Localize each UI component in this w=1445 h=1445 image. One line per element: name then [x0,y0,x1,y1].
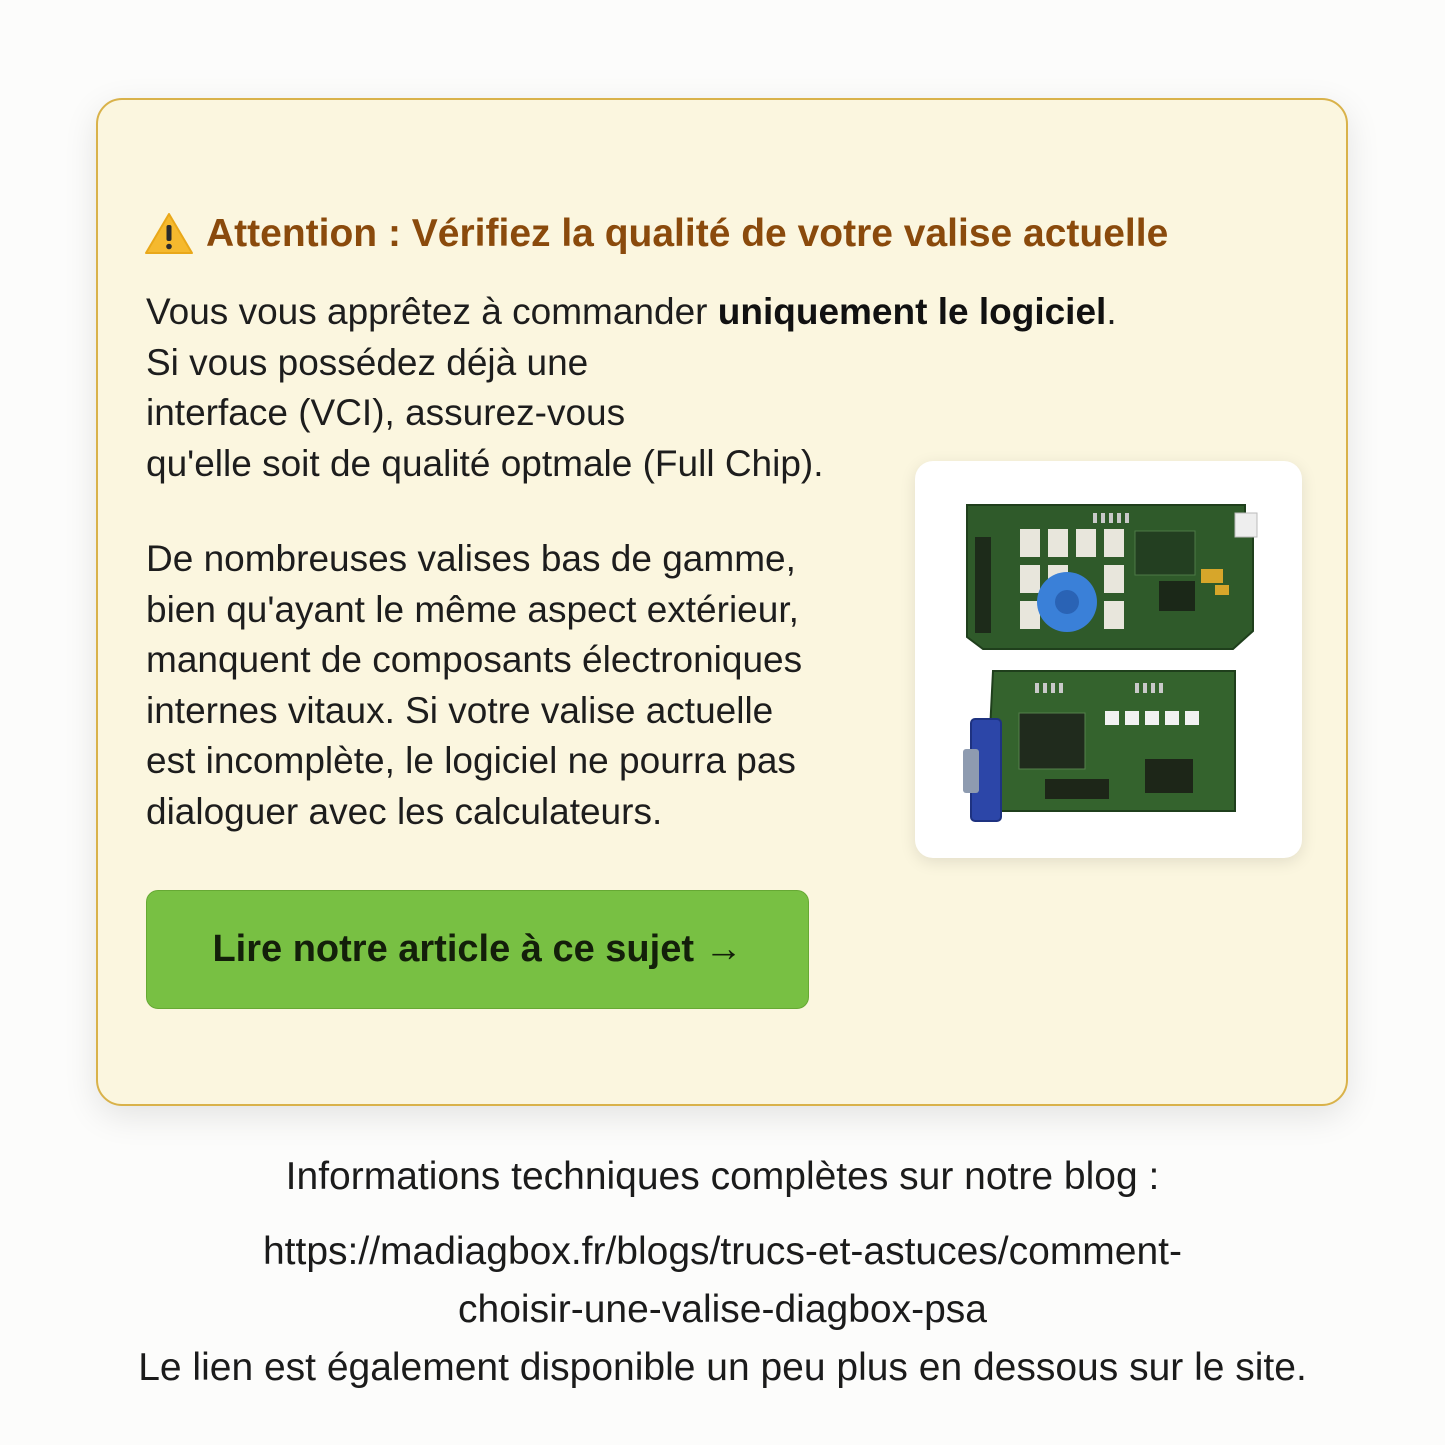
details-line: dialoguer avec les calculateurs. [146,790,663,832]
details-line: De nombreuses valises bas de gamme, [146,538,796,579]
intro-line-1: Vous vous apprêtez à commander uniquement le logiciel. [146,291,1117,332]
pcb-illustration [915,461,1302,858]
warning-title [144,212,1168,256]
footer-intro: Informations techniques complètes sur notre blog : [285,1155,1160,1198]
blog-url-line-2: choisir-une-valise-diagbox-psa [458,1288,987,1331]
read-article-button[interactable]: Lire notre article à ce sujet → [146,890,809,1009]
blog-url-line-1: https://madiagbox.fr/blogs/trucs-et-astuces/comment- [262,1230,1183,1273]
footer-note: Le lien est également disponible un peu plus en dessous sur le site. [138,1346,1307,1389]
details-line: bien qu'ayant le même aspect extérieur, [146,588,799,630]
details-line: internes vitaux. Si votre valise actuelle [146,689,774,731]
warning-title-text: Attention : Vérifiez la qualité de votre valise actuelle [206,212,1169,255]
software-only-emphasis: uniquement le logiciel [717,291,1107,332]
intro-paragraph [146,287,1117,489]
intro-line-3: interface (VCI), assurez-vous [146,392,626,433]
warning-icon [144,212,194,256]
details-line: est incomplète, le logiciel ne pourra pas [146,740,796,781]
intro-line-2: Si vous possédez déjà une [146,341,589,383]
details-paragraph [146,534,802,837]
intro-line-4: qu'elle soit de qualité optmale (Full Chip). [146,442,824,484]
details-line: manquent de composants électroniques [146,639,803,680]
warning-card [96,98,1348,1106]
vci-circuit-board-image [915,461,1302,858]
